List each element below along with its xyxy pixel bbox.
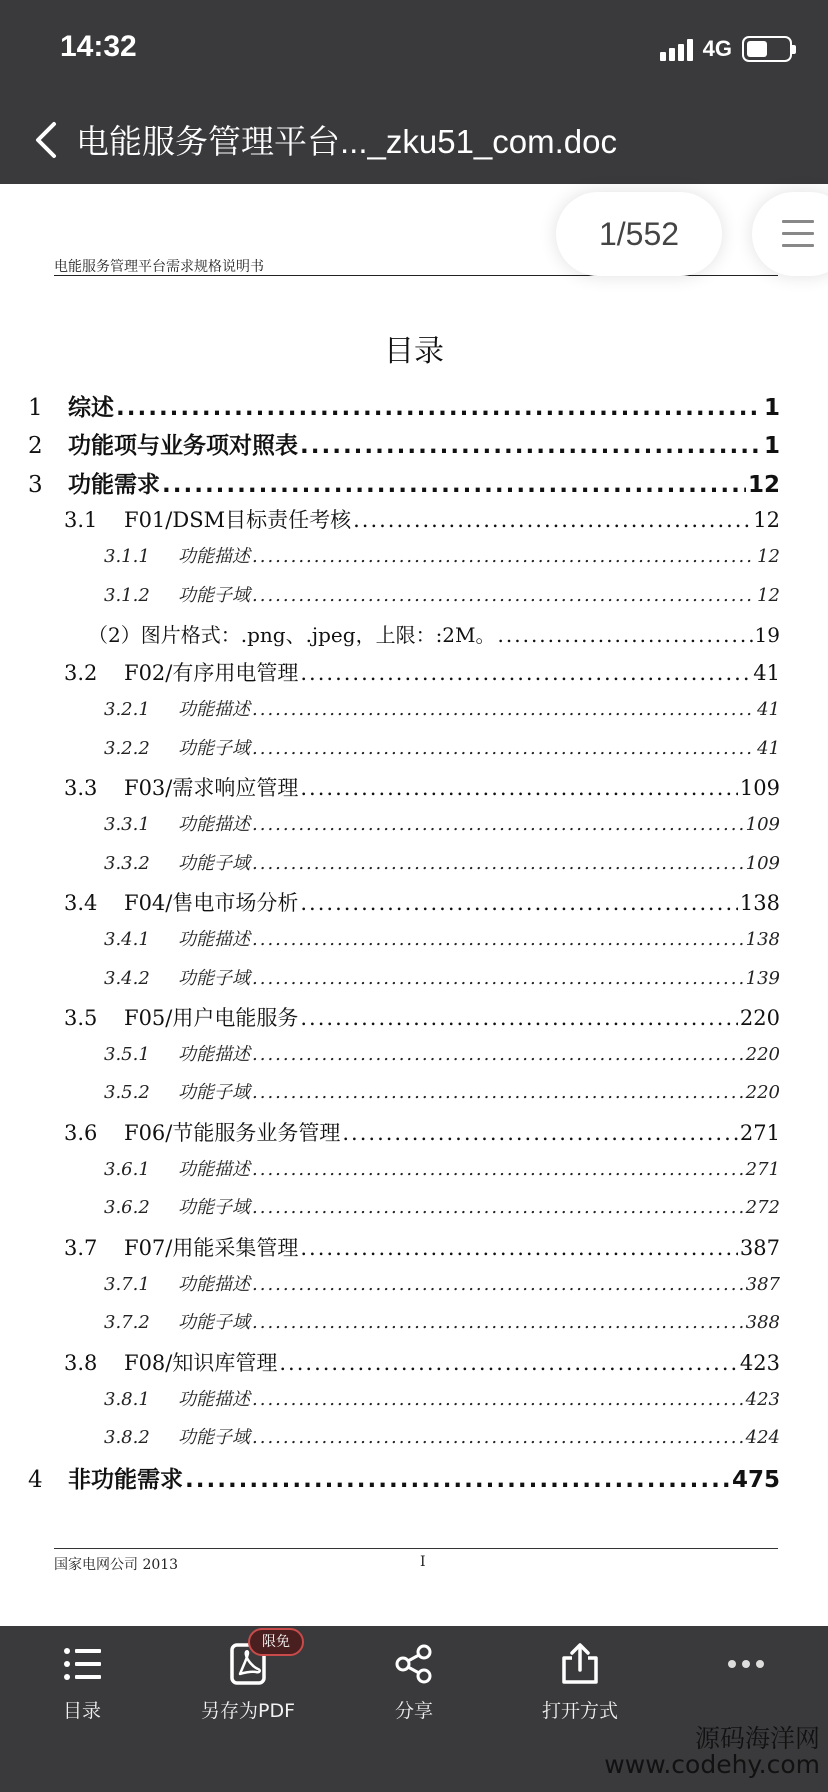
- toc-dot-leader: [252, 1197, 744, 1218]
- toc-entry-number: 3.7.1: [104, 1273, 150, 1295]
- share-label: 分享: [394, 1700, 433, 1722]
- toc-entry-title: 功能描述: [178, 814, 250, 836]
- toc-entry[interactable]: [64, 1002, 780, 1032]
- toc-entry[interactable]: [64, 887, 780, 917]
- toc-entry-number: 3: [28, 471, 43, 498]
- toc-dot-leader: [252, 1044, 744, 1065]
- toc-entry-page: 423: [739, 1350, 780, 1375]
- toc-entry-number: 3.5.1: [104, 1044, 150, 1066]
- toc-entry-page: 475: [731, 1467, 780, 1494]
- toc-entry[interactable]: [104, 542, 780, 568]
- toc-entry[interactable]: [104, 581, 780, 607]
- toc-entry-page: 220: [739, 1005, 780, 1030]
- free-badge: 限免: [248, 1628, 304, 1656]
- toc-entry-page: 271: [745, 1159, 780, 1180]
- toc-dot-leader: [252, 929, 744, 950]
- share-button[interactable]: [334, 1626, 494, 1746]
- toc-entry-title: 功能描述: [178, 1159, 250, 1180]
- page-indicator[interactable]: 1/552: [556, 192, 722, 276]
- toc-entry-title: 综述: [68, 395, 114, 421]
- toc-dot-leader: [342, 1121, 738, 1145]
- toc-entry-title: 功能描述: [178, 699, 250, 721]
- toc-entry-page: 424: [745, 1427, 780, 1449]
- toc-entry-number: 3.1.1: [104, 546, 150, 568]
- toc-dot-leader: [185, 1467, 730, 1493]
- upload-icon: [558, 1642, 602, 1686]
- toc-entry[interactable]: [28, 1461, 780, 1494]
- toc-entry[interactable]: [28, 427, 780, 460]
- toc-entry-page: 220: [745, 1082, 780, 1104]
- toc-dot-leader: [300, 776, 738, 800]
- toc-entry-title: 功能子域: [178, 1082, 250, 1104]
- toc-entry[interactable]: [104, 734, 780, 760]
- toc-entry-page: 138: [745, 929, 780, 951]
- toc-entry-number: 3.2.1: [104, 699, 150, 721]
- toc-entry-title: 功能描述: [178, 1388, 250, 1410]
- toc-entry-title: 功能子域: [178, 737, 250, 759]
- toc-entry-number: 3.6.1: [104, 1159, 150, 1180]
- toc-dot-leader: [252, 1312, 744, 1333]
- toc-entry-title: F03/需求响应管理: [124, 776, 299, 800]
- toc-entry-number: 3.8: [64, 1350, 98, 1375]
- toc-entry-page: 19: [754, 622, 780, 647]
- toc-entry[interactable]: [104, 1155, 780, 1181]
- toc-entry-title: 功能子域: [178, 1197, 250, 1219]
- toc-entry-page: 387: [739, 1235, 780, 1260]
- toc-dot-leader: [353, 508, 751, 532]
- toc-entry-title: 功能子域: [178, 584, 250, 606]
- open-with-label: 打开方式: [541, 1700, 618, 1722]
- toc-dot-leader: [498, 623, 753, 647]
- toc-entry-title: F08/知识库管理: [124, 1350, 278, 1375]
- toc-button[interactable]: [2, 1626, 162, 1746]
- toc-entry[interactable]: [104, 1078, 780, 1104]
- toc-dot-leader: [252, 585, 755, 606]
- save-as-pdf-label: 另存为PDF: [200, 1700, 296, 1722]
- toc-entry-number: 3.7: [64, 1235, 98, 1260]
- toc-dot-leader: [252, 1159, 744, 1180]
- toc-entry[interactable]: [104, 964, 780, 990]
- footer-page-number: I: [420, 1554, 426, 1570]
- toc-title: 目录: [384, 334, 444, 369]
- toc-entry-title: 功能需求: [68, 471, 160, 498]
- toc-dot-leader: [252, 968, 744, 989]
- toc-dot-leader: [300, 433, 762, 459]
- toc-entry[interactable]: [104, 1270, 780, 1296]
- toc-entry-page: 12: [757, 584, 780, 606]
- toc-entry-page: 139: [745, 967, 780, 989]
- running-header: 电能服务管理平台需求规格说明书: [54, 259, 264, 275]
- toc-entry-number: 3.3.2: [104, 852, 150, 874]
- toc-entry-page: 1: [763, 395, 780, 421]
- toc-dot-leader: [300, 1236, 738, 1260]
- hamburger-icon: [782, 220, 814, 256]
- toc-dot-leader: [300, 661, 751, 685]
- toc-entry-page: 272: [745, 1197, 780, 1219]
- toc-entry-page: 387: [745, 1273, 780, 1295]
- toc-entry[interactable]: [64, 1117, 780, 1147]
- toc-dot-leader: [252, 738, 755, 759]
- toc-entry-page: 109: [745, 814, 780, 836]
- toc-entry-page: 109: [745, 852, 780, 874]
- watermark-url: www.codehy.com: [604, 1750, 820, 1780]
- toc-entry-page: 138: [739, 890, 780, 915]
- toc-entry[interactable]: [104, 1385, 780, 1411]
- toc-entry-number: 3.4: [64, 890, 98, 915]
- toc-entry-number: 3.4.1: [104, 929, 150, 951]
- toc-entry[interactable]: [64, 657, 780, 687]
- toc-dot-leader: [252, 853, 744, 874]
- menu-button[interactable]: [752, 192, 828, 276]
- toc-entry-number: 3.5: [64, 1005, 98, 1030]
- toc-entry[interactable]: [64, 1347, 780, 1377]
- toc-entry-number: 4: [28, 1467, 43, 1494]
- footer-company: 国家电网公司 2013: [54, 1557, 179, 1573]
- toc-entry-page: 12: [747, 471, 780, 498]
- toc-entry[interactable]: [104, 1040, 780, 1066]
- toc-entry-page: 12: [757, 546, 780, 568]
- toc-dot-leader: [252, 699, 755, 720]
- toc-dot-leader: [300, 891, 738, 915]
- toc-entry-page: 220: [745, 1044, 780, 1066]
- toc-dot-leader: [300, 1006, 738, 1030]
- toc-entry-number: 3.4.2: [104, 967, 150, 989]
- toc-dot-leader: [252, 546, 755, 567]
- toc-entry[interactable]: [64, 772, 780, 802]
- footer-rule: [54, 1548, 778, 1549]
- toc-entry-title: F04/售电市场分析: [124, 890, 299, 915]
- toc-dot-leader: [252, 814, 744, 835]
- document-page[interactable]: [0, 184, 828, 1626]
- toc-entry-title: 功能项与业务项对照表: [68, 433, 298, 460]
- toc-entry-title: 功能子域: [178, 1312, 250, 1334]
- toc-entry-title: 功能描述: [178, 1273, 250, 1295]
- toc-dot-leader: [162, 472, 746, 498]
- more-dots-icon: [724, 1642, 768, 1686]
- toc-entry-title: F05/用户电能服务: [124, 1005, 299, 1030]
- list-icon: [60, 1642, 104, 1686]
- toc-entry-page: 41: [757, 699, 780, 721]
- toc-entry-title: F01/DSM目标责任考核: [124, 507, 352, 532]
- toc-entry-number: 2: [28, 433, 43, 460]
- toc-entry-page: 12: [753, 507, 780, 532]
- toc-entry-title: 功能子域: [178, 1427, 250, 1449]
- status-indicators: [660, 32, 792, 66]
- toc-entry-title: 非功能需求: [68, 1467, 183, 1494]
- back-chevron-icon[interactable]: [30, 118, 64, 162]
- toc-entry-title: 功能描述: [178, 546, 250, 568]
- toc-entry-number: 3.1: [64, 507, 98, 532]
- toc-entry-page: 41: [757, 737, 780, 759]
- battery-icon: [742, 36, 792, 62]
- watermark-site-name: 源码海洋网: [694, 1724, 820, 1753]
- toc-entry-title: 功能描述: [178, 929, 250, 951]
- toc-dot-leader: [252, 1274, 744, 1295]
- toc-entry[interactable]: [28, 466, 780, 499]
- toc-entry[interactable]: [64, 1232, 780, 1262]
- toc-entry[interactable]: [88, 619, 780, 648]
- toc-dot-leader: [116, 395, 762, 421]
- toc-entry-title: F02/有序用电管理: [124, 661, 299, 686]
- toc-entry-number: 3.3.1: [104, 814, 150, 836]
- toc-dot-leader: [279, 1351, 738, 1375]
- toc-entry-title: F06/节能服务业务管理: [124, 1120, 341, 1145]
- toc-entry-page: 388: [745, 1312, 780, 1334]
- toc-entry-page: 1: [763, 433, 780, 460]
- top-bar: [0, 0, 828, 184]
- toc-entry[interactable]: [64, 504, 780, 534]
- toc-entry-page: 109: [739, 776, 780, 800]
- document-title: 电能服务管理平台..._zku51_com.doc: [76, 123, 617, 160]
- toc-entry-number: 3.8.2: [104, 1427, 150, 1449]
- toc-entry[interactable]: [104, 849, 780, 875]
- toc-dot-leader: [252, 1082, 744, 1103]
- signal-icon: [660, 37, 693, 61]
- toc-entry[interactable]: [104, 1423, 780, 1449]
- toc-entry[interactable]: [104, 810, 780, 836]
- toc-entry-number: 3.5.2: [104, 1082, 150, 1104]
- toc-entry-title: F07/用能采集管理: [124, 1235, 299, 1260]
- toc-entry-page: 423: [745, 1388, 780, 1410]
- toc-button-label: 目录: [62, 1700, 101, 1722]
- toc-entry-number: 3.6.2: [104, 1197, 150, 1219]
- toc-entry-title: 功能子域: [178, 967, 250, 989]
- toc-entry[interactable]: [104, 1193, 780, 1219]
- toc-entry-title: 功能子域: [178, 852, 250, 874]
- share-icon: [392, 1642, 436, 1686]
- toc-entry[interactable]: [104, 695, 780, 721]
- watermark: [604, 1726, 820, 1779]
- toc-dot-leader: [252, 1389, 744, 1410]
- toc-entry-title: （2）图片格式：.png、.jpeg，上限：:2M。: [88, 622, 496, 647]
- toc-entry-number: 3.2: [64, 661, 98, 686]
- toc-entry-number: 3.2.2: [104, 737, 150, 759]
- toc-entry-number: 3.1.2: [104, 584, 150, 606]
- toc-entry-number: 3.3: [64, 776, 98, 800]
- toc-dot-leader: [252, 1427, 744, 1448]
- toc-entry[interactable]: [28, 389, 780, 422]
- toc-entry-number: 3.8.1: [104, 1388, 150, 1410]
- toc-entry-number: 1: [28, 395, 43, 421]
- network-type: 4G: [702, 36, 732, 61]
- toc-entry[interactable]: [104, 1308, 780, 1334]
- toc-entry-title: 功能描述: [178, 1044, 250, 1066]
- toc-entry-number: 3.7.2: [104, 1312, 150, 1334]
- status-time: 14:32: [60, 30, 137, 63]
- toc-entry-page: 271: [739, 1120, 780, 1145]
- toc-entry[interactable]: [104, 925, 780, 951]
- toc-entry-number: 3.6: [64, 1120, 98, 1145]
- toc-entry-page: 41: [753, 661, 780, 686]
